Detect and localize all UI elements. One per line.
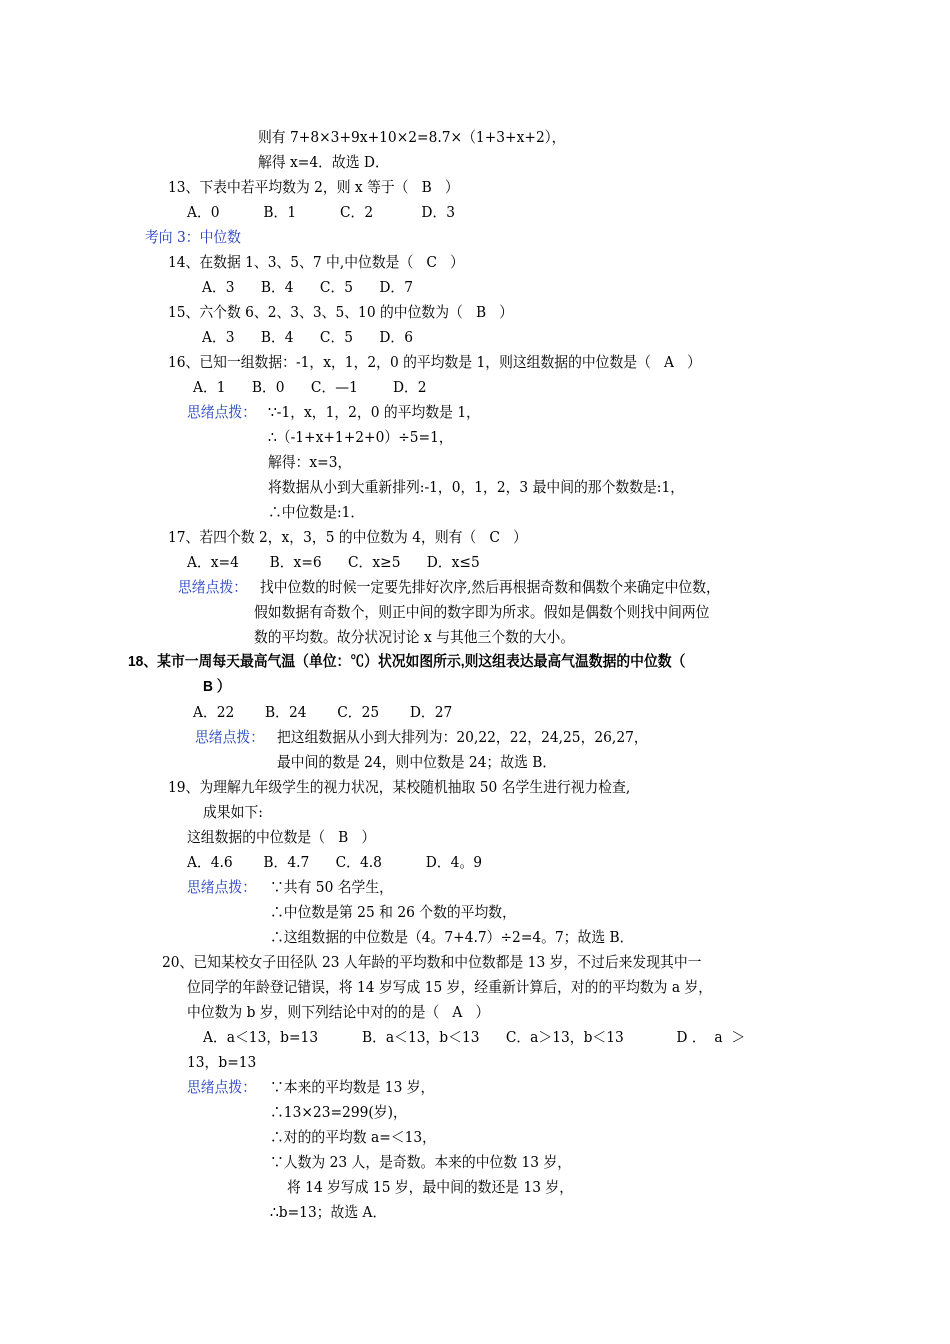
text-line: 解得：x=3，	[268, 453, 352, 471]
text-line: 数的平均数。故分状况讨论 x 与其他三个数的大小。	[254, 628, 575, 646]
text-line: B ）	[203, 678, 231, 695]
text-line: A．1 B．0 C．—1 D．2	[193, 378, 427, 396]
text-line: A．4.6 B．4.7 C．4.8 D．4。9	[187, 853, 483, 871]
text-line: ∵-1，x，1，2，0 的平均数是 1，	[268, 403, 480, 421]
text-line: ∴中位数是:1．	[268, 503, 365, 521]
section-label: 思绪点拨：	[187, 1078, 257, 1096]
text-line: A．22 B．24 C．25 D．27	[193, 703, 453, 721]
text-line: 19、为理解九年级学生的视力状况，某校随机抽取 50 名学生进行视力检查,	[168, 778, 631, 796]
text-line: 成果如下:	[203, 803, 263, 821]
text-line: 最中间的数是 24，则中位数是 24；故选 B．	[277, 753, 557, 771]
text-line: ∴（-1+x+1+2+0）÷5=1，	[268, 428, 453, 446]
text-line: 则有 7+8×3+9x+10×2=8.7×（1+3+x+2），	[258, 128, 566, 146]
section-label: 思绪点拨：	[178, 578, 248, 596]
text-line: 把这组数据从小到大排列为：20,22，22，24,25，26,27，	[277, 728, 648, 746]
text-line: ∵本来的平均数是 13 岁，	[270, 1078, 435, 1096]
section-label: 思绪点拨：	[187, 878, 257, 896]
text-line: 14、在数据 1、3、5、7 中,中位数是（ C ）	[168, 253, 464, 271]
text-line: 将数据从小到大重新排列:-1，0，1，2，3 最中间的那个数数是:1，	[268, 478, 685, 496]
text-line: ∵人数为 23 人，是奇数。本来的中位数 13 岁，	[270, 1153, 572, 1171]
text-line: ∵共有 50 名学生，	[270, 878, 393, 896]
text-line: A．x=4 B．x=6 C．x≥5 D．x≤5	[187, 553, 480, 571]
section-label: 考向 3：中位数	[145, 228, 241, 246]
text-line: ∴b=13；故选 A．	[270, 1203, 387, 1221]
text-line: 中位数为 b 岁，则下列结论中对的的是（ A ）	[187, 1003, 490, 1021]
text-line: 16、已知一组数据：-1，x，1，2，0 的平均数是 1，则这组数据的中位数是（ A ）	[168, 353, 701, 371]
text-line: A．3 B．4 C．5 D．7	[202, 278, 414, 296]
text-line: 18、某市一周每天最高气温（单位：℃）状况如图所示,则这组表达最高气温数据的中位数（	[128, 653, 686, 670]
text-line: ∴中位数是第 25 和 26 个数的平均数，	[270, 903, 516, 921]
text-line: 20、已知某校女子田径队 23 人年龄的平均数和中位数都是 13 岁，不过后来发现其中一	[162, 953, 702, 971]
text-line: A．3 B．4 C．5 D．6	[202, 328, 414, 346]
text-line: 17、若四个数 2，x，3，5 的中位数为 4，则有（ C ）	[168, 528, 527, 546]
text-line: A．a＜13，b=13 B．a＜13，b＜13 C．a＞13，b＜13 D ． a ＞	[203, 1028, 746, 1046]
text-line: 位同学的年龄登记错误，将 14 岁写成 15 岁，经重新计算后，对的的平均数为 a 岁，	[187, 978, 713, 996]
text-line: A．0 B．1 C．2 D．3	[187, 203, 456, 221]
text-line: 15、六个数 6、2、3、3、5、10 的中位数为（ B ）	[168, 303, 514, 321]
section-label: 思绪点拨：	[195, 728, 265, 746]
text-line: ∴这组数据的中位数是（4。7+4.7）÷2=4。7；故选 B．	[270, 928, 634, 946]
text-line: 13、下表中若平均数为 2，则 x 等于（ B ）	[168, 178, 459, 196]
text-line: ∴13×23=299(岁)，	[270, 1103, 407, 1121]
text-line: 将 14 岁写成 15 岁，最中间的数还是 13 岁，	[287, 1178, 574, 1196]
text-line: 13，b=13	[187, 1053, 257, 1071]
text-line: 假如数据有奇数个，则正中间的数字即为所求。假如是偶数个则找中间两位	[254, 603, 710, 621]
section-label: 思绪点拨：	[187, 403, 257, 421]
text-line: 解得 x=4．故选 D．	[258, 153, 389, 171]
text-line: ∴对的的平均数 a=＜13，	[270, 1128, 436, 1146]
text-line: 找中位数的时候一定要先排好次序,然后再根据奇数和偶数个来确定中位数，	[260, 578, 720, 596]
text-line: 这组数据的中位数是（ B ）	[187, 828, 376, 846]
